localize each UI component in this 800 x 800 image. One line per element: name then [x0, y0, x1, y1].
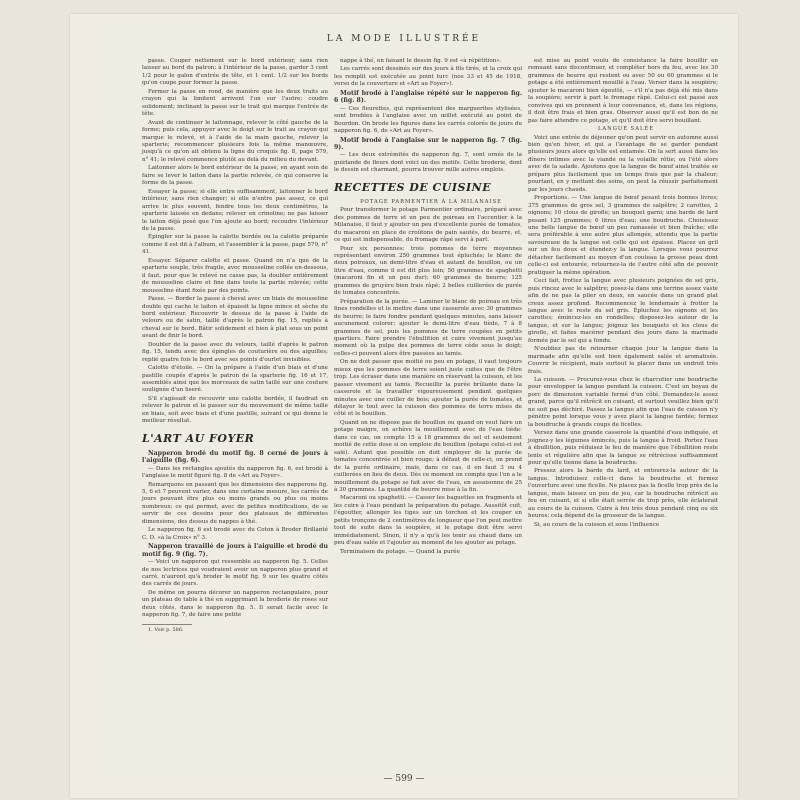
paragraph: Fermer la passe en rond, de manière que les deux traits au crayon qui la limitent arrivent l'un sur l'autre; coudre solidement; inclinant la passe sur le trait qui marque l'entrée de tête.	[142, 88, 328, 118]
recipe-subheading: POTAGE PARMENTIER À LA MILANAISE	[360, 198, 502, 205]
item-heading: Napperon travaillé de jours à l'aiguille et brodé du motif fig. 9 (fig. 7).	[142, 543, 328, 558]
paragraph: — Ces fleurettes, qui représentent des marguerites stylisées, sont brodées à l'anglaise avec un œillet exécuté au point de Bourdon. On brode les figures dans les carrés colorés de jours du napperon fig. 6, de «Art au Foyer».	[334, 105, 522, 135]
paragraph: Les carrés sont dessinés sur des jours à fils tirés, et la croix qui les remplit est exécutée au point turc (nos 33 et 45 de 1918, verso de la couverture et «Art au Foyer»).	[334, 66, 522, 88]
paragraph: Quand on ne dispose pas de bouillon ou quand on veut faire un potage maigre, on achève la mouillement avec de l'eau tiède: dans ce cas, on compte 15 à 18 grammes de sel et seulement moitié de cette dose si on emploie du bouillon (potage celui-ci est salé). Autant que possible on doit employer de la purée de tomates concentrée et bien rouge; à défaut de celle-ci, on prend de la purée ordinaire, mais, dans ce cas, il en faut 3 ou 4 cuillerées en lieu de deux. Dès ce moment on compte que l'on a le mouillement du potage se fait avec de l'eau, en assaisonne de 25 à 30 grammes. La quantité de beurre mise à la fin.	[334, 419, 522, 494]
paragraph: Avant de continuer le laitonnage, relever le côté gauche de la forme; puis cela, appuyer avec le doigt sur le trait au crayon qui marque le relevé, et à l'aide de la main gauche, relever la sparterie; recommencer plusieurs fois la même manœuvre, jusqu'à ce qu'on ait obtenu la ligne du croquis fig. 8, page 579, n° 41; le relevé commence plutôt au delà du milieu du devant.	[142, 119, 328, 163]
item-heading: Napperon brodé du motif fig. 8 cerné de jours à l'aiguille (fig. 6).	[142, 449, 328, 465]
footnote-rule	[142, 624, 192, 625]
paragraph: Pour six personnes: trois pommes de terre moyennes représentant environ 250 grammes tout épluchés; le blanc de deux poireaux, un demi-litre d'eau et autant de bouillon, ou un litre d'eau, comme il est dit plus loin; 50 grammes de spaghetti (macaroni fin et un peu dur); 60 grammes de beurre; 125 grammes de gruyère bien frais râpé; 2 belles cuillerées de purée de tomates concentrée.	[334, 245, 522, 297]
paragraph: Passe. — Border la passe à cheval avec un biais de mousseline double qui cache le laiton et épaissit la ligne mince et sèche du bord extérieur. Recouvrir le dessus de la passe à l'aide de velours ou de satin, taillé d'après le patron fig. 15, repliés à cheval sur le bord. Bâtir solidement et bien à plat sous un point avant de finir le bord.	[142, 296, 328, 340]
paragraph: — Les deux extrémités du napperon fig. 7, sont ornés de la guirlande de fleurs dont voici un des motifs. Cette broderie, dont le dessin est charmant, pourra trouver mille autres emplois.	[334, 152, 522, 174]
item-heading: Motif brodé à l'anglaise répété sur le napperon fig. 6 (fig. 8).	[334, 89, 522, 105]
footnote: 1. Voir p. 586.	[148, 626, 184, 633]
paragraph: Voici une entrée de déjeuner qu'on peut servir en automne aussi bien qu'en hiver, et qui a l'avantage de se garder pendant plusieurs jours alors qu'elle est entamée. On la sert aussi dans les dîners intimes avec la viande ou la volaille rôtie; ou l'été alors avec de la salade. Ajoutons que la langue de bœuf ainsi traitée se prépare plus facilement que un temps frais que par la chaleur; pourtant, en y mettant des soins, on peut la réussir parfaitement par les jours chauds.	[528, 134, 718, 193]
paragraph: Versez dans une grande casserole la quantité d'eau indiquée, et joignez-y les légumes émincés, puis la langue à froid. Portez l'eau à ébullition, puis réduisez le feu de manière que l'ébullition reste lente et régulière afin que la langue se rétrécisse suffisamment pour qu'elle tienne dans la boudruche.	[528, 430, 718, 467]
paragraph: Préparation de la purée. — Laminer le blanc de poireau en très fines rondelles et le mettre dans une casserole avec 30 grammes de beurre; le faire fondre pendant quelques minutes, sans laisser aucunement colorer; ajouter le demi-litre d'eau tiède, 7 à 8 grammes de sel, puis les pommes de terre coupées en petits quartiers. Faire prendre l'ébullition et cuire vivement jusqu'au moment où la pulpe des pommes de terre cède sous le doigt; celles-ci peuvent alors être passées au tamis.	[334, 298, 522, 357]
section-title-recettes-de-cuisine: RECETTES DE CUISINE	[334, 180, 492, 194]
paragraph: Proportions. — Une langue de bœuf pesant trois bonnes livres; 375 grammes de gros sel, 3 grammes de salpêtre; 2 carottes, 2 oignons; 10 clous de girofle; un bouquet garni; une barde de lard pesant 125 grammes; 6 litres d'eau; une boudruche. Choisissez une belle langue de bœuf un peu ramassée et bien fraîche; elle sera préférable à une autre plus allongée, attendu que la partie savoureuse de la langue est celle qui est épaisse. Placez un gril sur un feu doux et étendez-y la langue. Lorsque vous pourrez détacher facilement au moyen d'un couteau la grosse peau dont celle-ci est entourée, retournez-la de l'autre côté afin de pouvoir pratiquer la même opération.	[528, 195, 718, 276]
magazine-page	[70, 14, 738, 798]
page-number: — 599 —	[383, 774, 425, 784]
paragraph: N'oubliez pas de retourner chaque jour la langue dans la marinade afin qu'elle soit bien également salée et aromatisée. Couvrir le récipient, mais surtout le placer dans un endroit très frais.	[528, 346, 718, 375]
paragraph: Pour transformer le potage Parmentier ordinaire, préparé avec des pommes de terre et un peu de poireau en l'accentier à la Milanaise, il faut y ajouter un peu d'excellente purée de tomates, du macaroni en place de croûtons de pain sautés, du beurre, et, ce qui est indispensable, du fromage râpé servi à part.	[334, 207, 522, 244]
paragraph: Pressez alors la barde du lard, et entourez-la autour de la langue. Introduisez celle-ci dans la boudruche et fermez l'ouverture avec une ficelle. Ne placez pas la ficelle trop près de la langue, mais laissez un peu de jeu, car la boudruche rétrécit au feu en cuisant, et si elle était serrée de trop près, elle éclaterait au cours de la cuisson. Cuire à feu très doux pendant cinq ou six heures; cela dépend de la grosseur de la langue.	[528, 468, 718, 520]
paragraph: Remarquons en passant que les dimensions des napperons fig. 5, 6 et 7 peuvent varier, dans une certaine mesure, les carrés de jours pouvant être plus ou moins grands ou plus ou moins nombreux; ce qui permet, avec de petites modifications, de se servir de ces dessins pour des plateaux de différentes dimensions, des dessus de nappes à thé.	[142, 481, 328, 525]
paragraph: Terminaison du potage. — Quand la purée	[340, 548, 460, 555]
column-middle	[334, 58, 522, 557]
paragraph: S'il s'agissait de recouvrir une calotte bordée, il faudrait en relever le patron et le passer sur du mouvement de même taille en biais, soit avec biais et d'une pastille, suivant ce qui donne le meilleur résultat.	[142, 395, 328, 425]
column-left	[142, 58, 328, 635]
paragraph: Essayer. Séparer calotte et passe. Quand on n'a que de la sparterie souple, très fragile, avec mousseline collée en-dessous, il faut, pour que le relevé ne casse pas, la doubler entièrement de mousseline claire et fine dans toute la partie relevée; cette mousseline étant fixée par des points.	[142, 257, 328, 294]
item-heading: Motif brodé à l'anglaise sur le napperon fig. 7 (fig. 9).	[334, 136, 522, 151]
paragraph: Le napperon fig. 6 est brodé avec du Coton à Broder Brillanté C. D. «à la Croix» n° 3.	[142, 527, 328, 541]
paragraph: La cuisson. — Procurez-vous chez le charcutier une boudruche pour envelopper la langue pendant la cuisson. C'est un boyau de porc de dimension variable fermé d'un côté. Demandez-le assez grand, parce qu'il rétrécit en cuisant, et surtout veuillez bien qu'il ne soit pas déchiré. Passez la langue afin que l'eau de cuisson n'y pénètre point lorsque vous y avez placé la langue fardée; fermez la boudruche à grands coups de ficelles.	[528, 377, 718, 428]
recipe-subheading: LANGUE SALÉE	[597, 126, 654, 133]
column-right	[528, 58, 718, 530]
paragraph: Doubler de la passe avec du velours, taillé d'après le patron fig. 15, tendu avec des épingles de couturière ou des aiguilles; replié quatre fois le bord avec ses points d'ourlet invisibles.	[142, 341, 328, 363]
paragraph: Calotte d'étoile. — On la prépare à l'aide d'un biais et d'une pastille coupés d'après le patron de la sparterie fig. 16 et 17, assemblés ainsi que les morceaux de satin taillé sur une couture soulignée d'un liseré.	[142, 365, 328, 394]
paragraph: On ne doit passer que moitié ou peu en potage, il vaut toujours mieux que les pommes de terre soient juste cuites que de l'être trop. Les écraser dans une manière en réservant la cuisson, et les passer vivement au tamis. Recueillir la purée brûlante dans la casserole et la travailler vigoureusement pendant quelques minutes avec une cuiller de bois; ajouter la purée de tomates, et délayer le tout avec la cuisson des pommes de terre mises de côté et le bouillon.	[334, 359, 522, 418]
paragraph: — Voici un napperon qui ressemble au napperon fig. 5. Celles de nos lectrices qui voudraient avoir un napperon plus grand et carré, n'auront qu'à broder le motif fig. 9 sur les quatre côtés des carrés de jours.	[142, 559, 328, 588]
running-header: LA MODE ILLUSTRÉE	[326, 34, 482, 44]
paragraph: Laitonner alors le bord extérieur de la passe, en ayant soin de faire se lever le laiton dans la partie relevée, ce qui conserve la forme de la passe.	[142, 165, 328, 187]
paragraph: Macaroni ou spaghetti. — Casser les baguettes en fragments et les cuire à l'eau pendant la préparation du potage. Aussitôt cuit, l'égoutter, allonger les tiges sur un torchon et les couper en petits tronçons de 2 centimètres de longueur que l'on peut mettre tout de suite dans la soupière, si le potage doit être servi immédiatement. Sinon, il n'y a qu'à les tenir au chaud dans un peu d'eau salée et l'ajouter au moment de les ajouter au potage.	[334, 495, 522, 547]
paragraph: Ceci fait, frottez la langue avec plusieurs poignées de sel gris, puis rincez avec le salpêtre; posez-la dans une terrine assez vaste afin de ne pas la plier en deux, en saucée dans un grand plat creux assez profond. Recommencez le lendemain à frotter la langue avec le reste du sel gris. Épluchez les oignons et les carottes; émincez-les en rondelles; disposez-les autour de la langue, et sur la langue; joignez les bouquets et les clous de girofle, et faites macérer pendant des jours dans la marinade formée par le sel qui a fondu.	[528, 278, 718, 344]
paragraph: — Dans les rectangles ajoutés du napperon fig. 6, est brodé à l'anglaise le motif figuré fig. 8 de «Art au Foyer».	[142, 465, 328, 480]
paragraph: nappe à thé, en faisant le dessin fig. 9 est «à répétition».	[340, 58, 502, 64]
paragraph: Épingler sur la passe la calotte bordée ou la calotte préparée comme il est dit à l'album, et l'assembler à la passe, page 579, n° 41.	[142, 234, 329, 256]
paragraph: passe. Couper nettement sur le bord extérieur, sans rien laisser au bord du patron; à l'intérieur de la passe, garder 3 cent 1/2 pour le galon d'entrée de tête, et 1 cent. 1/2 sur les bords qu'on coupe pour former la passe.	[142, 58, 328, 87]
paragraph: De même on pourra décorer un napperon rectangulaire, pour un plateau de table à thé en supprimant la broderie de roses sur deux côtés, dans le napperon fig. 5. Il serait facile avec le napperon fig. 7, de faire une petite	[142, 589, 328, 619]
section-title-art-au-foyer: L'ART AU FOYER	[142, 431, 255, 445]
paragraph: est mise au point voulu de consistance la faire bouillir en remuant sans discontinuer, et compléter hors du feu, avec les 30 grammes de beurre qui restent ou avec 50 ou 60 grammes si le potage a été entièrement mouillé à l'eau. Verser dans la soupière; ajouter le macaroni bien égoutté, — s'il n'a pas déjà été mis dans la soupière; servir à part le fromage râpé. Celui-ci est passé aux convives qui en prennent à leur convenance, et, dans les régions, il doit être frais et bien gras. Observer aussi qu'il est bon de ne pas faire attendre ce potage, et qu'il doit être servi bouillant.	[528, 58, 718, 124]
paragraph: Si, au cours de la cuisson et sous l'influence	[534, 521, 660, 528]
paragraph: Essayer la passe; si elle entre suffisamment, laitonner le bord intérieur, sans rien changer; si elle n'entre pas assez, ce qui arrive le plus souvent, fendre tous les deux centimètres, la sparterie laissée en dedans; relever en crinoline; ne pas laisser le laiton déjà posé que l'on ajoute au bord; recoudre l'intérieur de la passe.	[142, 188, 328, 232]
